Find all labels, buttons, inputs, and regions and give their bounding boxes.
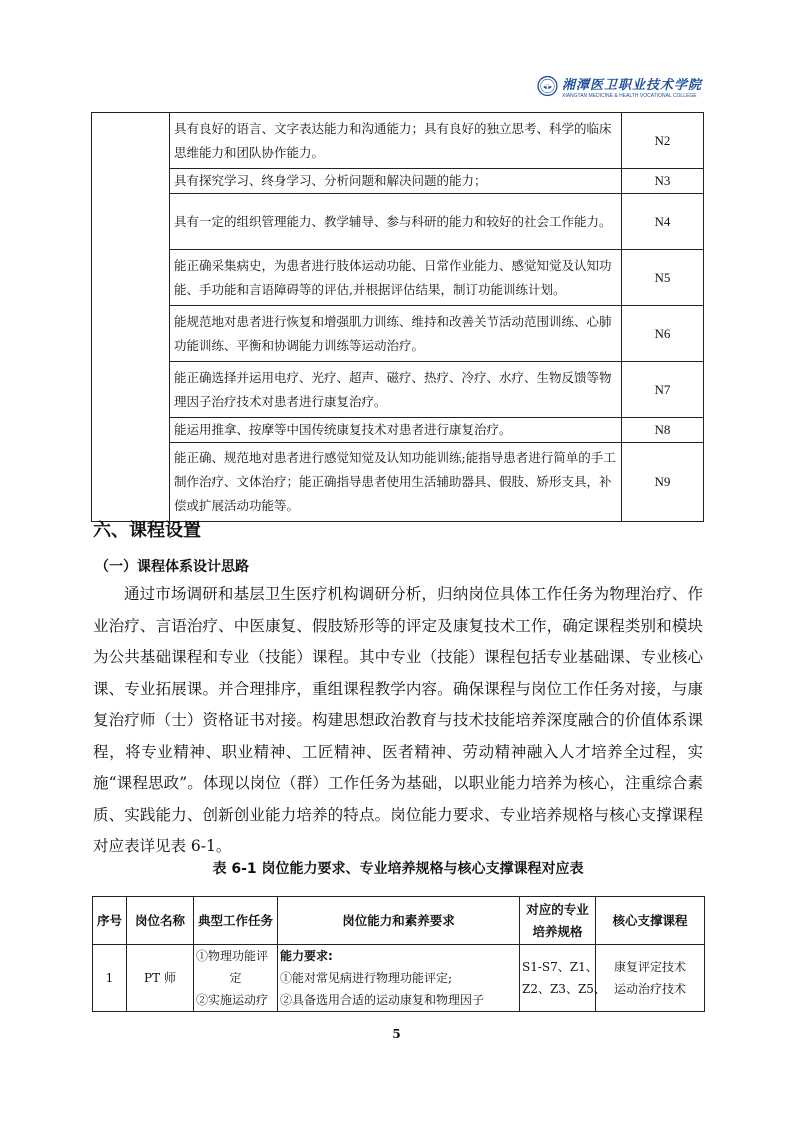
table-row xyxy=(92,194,704,250)
body-paragraph xyxy=(93,579,703,863)
ability-text: 具有良好的语言、文字表达能力和沟通能力；具有良好的独立思考、科学的临床思维能力和团队协作能力。 xyxy=(170,113,622,169)
ability-line: ①能对常见病进行物理功能评定; xyxy=(280,971,453,985)
paragraph-text: 通过市场调研和基层卫生医疗机构调研分析，归纳岗位具体工作任务为物理治疗、作业治疗、言语治疗、中医康复、假肢矫形等的评定及康复技术工作，确定课程类别和模块为公共基础课程和专业（技能）课程。其中专业（技能）课程包括专业基础课、专业核心课、专业拓展课。并合理排序，重组课程教学内容。确保课程与岗位工作任务对接，与康复治疗师（士）资格证书对接。构建思想政治教育与技术技能培养深度融合的价值体系课程，将专业精神、职业精神、工匠精神、医者精神、劳动精神融入人才培养全过程，实施“课程思政”。体现以岗位（群）工作任务为基础，以职业能力培养为核心，注重综合素质、实践能力、创新创业能力培养的特点。岗位能力要求、专业培养规格与核心支撑课程对应表详见表 6-1。 xyxy=(93,585,703,855)
spec-line: S1-S7、Z1、 xyxy=(522,960,598,974)
ability-text: 具有探究学习、终身学习、分析问题和解决问题的能力； xyxy=(170,169,622,194)
table-row xyxy=(92,418,704,443)
school-name-cn: 湘潭医卫职业技术学院 xyxy=(561,77,702,93)
table-row xyxy=(92,113,704,169)
ability-text: 能正确选择并运用电疗、光疗、超声、磁疗、热疗、冷疗、水疗、生物反馈等物理因子治疗技术对患者进行康复治疗。 xyxy=(170,362,622,418)
header-ability: 岗位能力和素养要求 xyxy=(278,897,520,945)
header-course: 核心支撑课程 xyxy=(596,897,705,945)
row-spec xyxy=(520,945,606,1012)
table-header-row xyxy=(93,897,705,945)
school-logo xyxy=(537,64,702,108)
ability-line: ②具备选用合适的运动康复和物理因子 xyxy=(280,993,485,1007)
school-name-en: XIANGTAN MEDICINE & HEALTH VOCATIONAL COLLEGE xyxy=(561,92,697,99)
page-number: 5 xyxy=(392,1027,401,1041)
row-no: 1 xyxy=(93,945,127,1012)
header-no: 序号 xyxy=(93,897,127,945)
header-post: 岗位名称 xyxy=(127,897,194,945)
header-spec-line1: 对应的专业 xyxy=(526,901,589,917)
task-line: ②实施运动疗 xyxy=(196,993,269,1007)
row-ability xyxy=(278,945,520,1012)
ability-code: N9 xyxy=(622,443,704,522)
task-line: ①物理功能评 xyxy=(196,949,269,963)
row-course xyxy=(596,945,705,1012)
ability-code: N7 xyxy=(622,362,704,418)
table-row xyxy=(93,945,705,1012)
course-line: 运动治疗技术 xyxy=(613,982,686,996)
ability-code: N3 xyxy=(622,169,704,194)
mapping-table xyxy=(92,896,705,1012)
subsection-title: （一）课程体系设计思路 xyxy=(95,559,249,575)
ability-text: 能运用推拿、按摩等中国传统康复技术对患者进行康复治疗。 xyxy=(170,418,622,443)
ability-code: N2 xyxy=(622,113,704,169)
section-title: 六、课程设置 xyxy=(93,520,201,541)
ability-heading: 能力要求: xyxy=(280,949,333,963)
ability-table xyxy=(91,112,704,522)
ability-text: 能正确、规范地对患者进行感觉知觉及认知功能训练;能指导患者进行简单的手工制作治疗、文体治疗；能正确指导患者使用生活辅助器具、假肢、矫形支具，补偿或扩展活动功能等。 xyxy=(170,443,622,522)
header-spec xyxy=(520,897,596,945)
ability-code: N5 xyxy=(622,250,704,306)
ability-code: N6 xyxy=(622,306,704,362)
school-emblem-icon xyxy=(537,66,558,106)
table-row xyxy=(92,362,704,418)
table-row xyxy=(92,169,704,194)
ability-code: N4 xyxy=(622,194,704,250)
ability-text: 能规范地对患者进行恢复和增强肌力训练、维持和改善关节活动范围训练、心肺功能训练、平衡和协调能力训练等运动治疗。 xyxy=(170,306,622,362)
row-post: PT 师 xyxy=(127,945,194,1012)
ability-code: N8 xyxy=(622,418,704,443)
table-row xyxy=(92,306,704,362)
header-task: 典型工作任务 xyxy=(194,897,278,945)
table-row xyxy=(92,250,704,306)
spec-line: Z2、Z3、Z5、 xyxy=(522,982,606,996)
task-line: 定 xyxy=(229,971,242,985)
table-cell-empty xyxy=(92,113,170,522)
table-caption: 表 6-1 岗位能力要求、专业培养规格与核心支撑课程对应表 xyxy=(212,861,584,877)
ability-text: 能正确采集病史，为患者进行肢体运动功能、日常作业能力、感觉知觉及认知功能、手功能和言语障碍等的评估,并根据评估结果，制订功能训练计划。 xyxy=(170,250,622,306)
ability-text: 具有一定的组织管理能力、教学辅导、参与科研的能力和较好的社会工作能力。 xyxy=(170,194,622,250)
course-line: 康复评定技术 xyxy=(613,960,686,974)
row-task xyxy=(194,945,278,1012)
header-spec-line2: 培养规格 xyxy=(532,923,583,939)
table-row xyxy=(92,443,704,522)
